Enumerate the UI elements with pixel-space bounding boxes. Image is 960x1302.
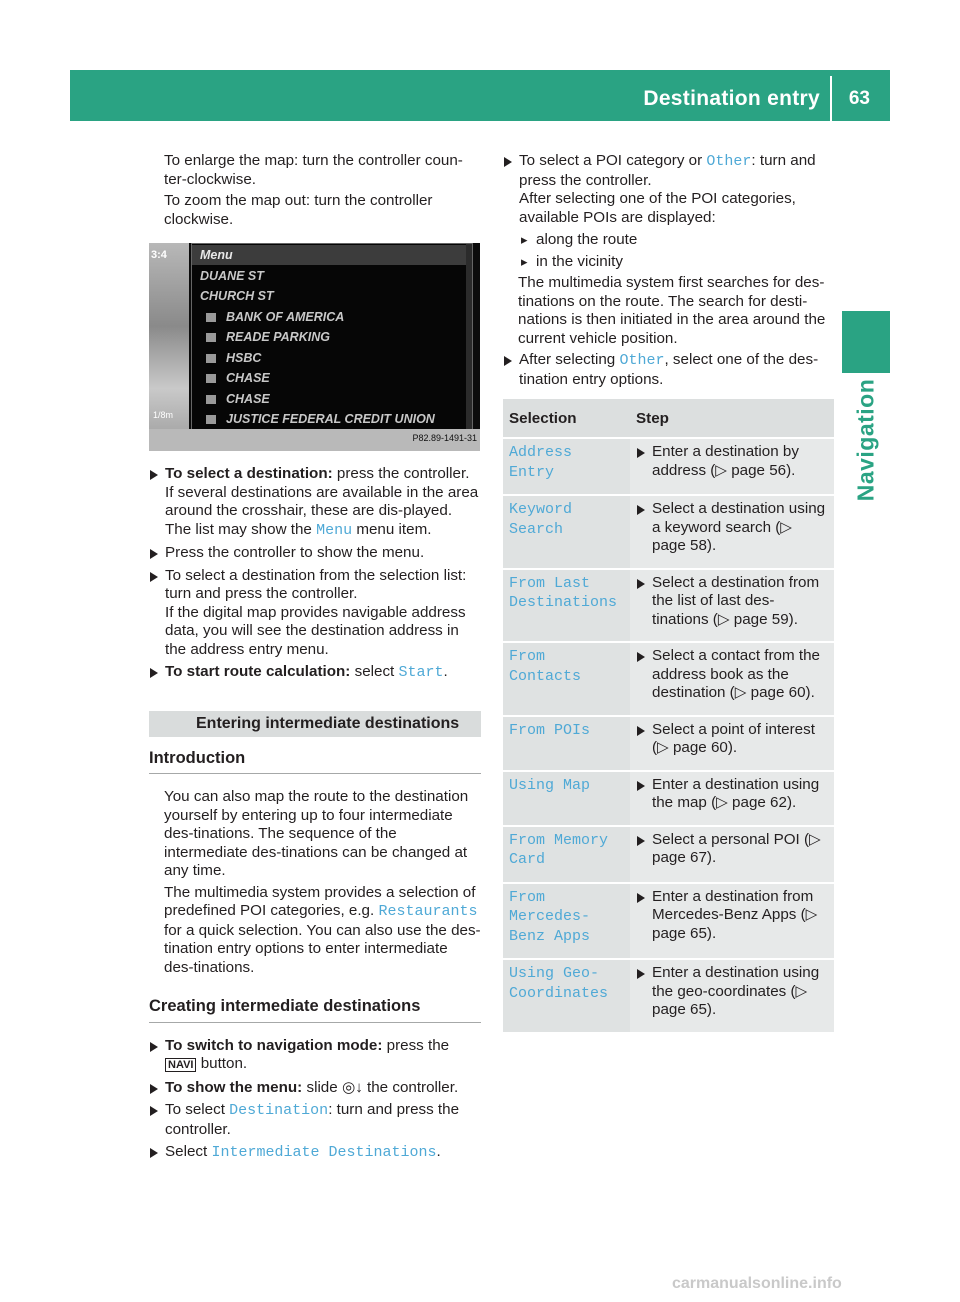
- step-cell: [630, 884, 834, 961]
- menu-scrollbar: [466, 244, 472, 430]
- poi-icon: [206, 354, 216, 363]
- menu-item-label: CHASE: [226, 391, 270, 406]
- other-label: Other: [706, 153, 752, 170]
- menu-item-label: HSBC: [226, 350, 262, 365]
- step-text: To select a destination from the selection list: turn and press the controller.: [165, 566, 467, 602]
- step-text: To select: [165, 1101, 230, 1118]
- header-title: Destination entry: [643, 87, 820, 110]
- side-label: Navigation: [852, 378, 879, 502]
- selection-label: From Contacts: [509, 648, 582, 685]
- step-bold: To start route calculation:: [165, 663, 351, 680]
- left-column: [149, 152, 481, 1167]
- screen-bottom-bar: [149, 429, 480, 451]
- detail-text: If several destinations are available in the area around the crosshair, these are dis-played. The list may show the: [165, 483, 479, 538]
- menu-row: [192, 327, 330, 347]
- page-header: [70, 70, 890, 121]
- table-row: [503, 496, 834, 570]
- table-row: [503, 439, 834, 496]
- step-bold: To switch to navigation mode:: [165, 1036, 383, 1054]
- menu-item-label: CHASE: [226, 371, 270, 385]
- selection-cell: [503, 827, 630, 884]
- table-row: [503, 717, 834, 772]
- header-separator: [830, 76, 832, 121]
- paragraph-text: for a quick selection. You can also use the des-tination entry options to enter intermediate des-tinations.: [164, 921, 481, 976]
- intro-text-2: To zoom the map out: turn the controller clockwise.: [164, 192, 433, 228]
- selection-label: From Mercedes-Benz Apps: [509, 888, 591, 945]
- selection-label: From Memory Card: [509, 831, 609, 868]
- step-select-from-list: [149, 567, 481, 660]
- bullet-along-route: ▸ along the route: [503, 231, 833, 250]
- step-start-route: [149, 663, 481, 683]
- table-header-row: [503, 399, 834, 439]
- image-code: P82.89-1491-31: [412, 432, 477, 443]
- step-text: Select a destination from the list of last des-tinations (▷ page 59).: [636, 574, 828, 630]
- step-cell: [630, 643, 834, 717]
- search-info: The multimedia system first searches for des-tinations on the route. The search for desti-nations is then initiated in the area around the current vehicle position.: [518, 274, 826, 347]
- menu-row: [192, 368, 270, 388]
- step-text: Select a personal POI (▷ page 67).: [636, 831, 828, 868]
- intro-paragraph-2: [149, 884, 481, 978]
- detail-text: menu item.: [352, 520, 432, 538]
- zoom-readout: 3:4: [151, 249, 167, 261]
- right-column: [503, 152, 833, 1034]
- restaurants-label: Restaurants: [378, 903, 478, 920]
- step-text: press the controller.: [332, 465, 470, 482]
- intro-text-1: To enlarge the map: turn the controller coun-ter-clockwise.: [164, 152, 463, 188]
- navi-key-icon: NAVI: [165, 1058, 196, 1072]
- poi-icon: [206, 374, 216, 383]
- step-cell: [630, 570, 834, 644]
- selection-label: From Last Destinations: [509, 574, 618, 611]
- step-show-menu: Press the controller to show the menu.: [149, 544, 481, 563]
- bullet-vicinity: ▸ in the vicinity: [503, 253, 833, 272]
- footer-watermark: carmanualsonline.info: [672, 1275, 842, 1292]
- selection-label: Address Entry: [509, 444, 573, 481]
- selection-label: Using Geo-Coordinates: [509, 965, 609, 1002]
- step-intermediate: [149, 1143, 481, 1163]
- step-detail: After selecting one of the POI categories, available POIs are displayed:: [519, 190, 796, 226]
- side-tab: [842, 311, 890, 373]
- step-text: .: [436, 1143, 441, 1160]
- step-cell: [630, 827, 834, 884]
- selection-label: From POIs: [509, 721, 591, 739]
- step-text: button.: [196, 1055, 248, 1072]
- step-text: After selecting: [519, 351, 620, 368]
- menu-panel: [191, 243, 473, 431]
- step-detail: [165, 484, 481, 541]
- step-text: .: [443, 663, 448, 680]
- menu-row: [192, 348, 261, 368]
- intro-heading: Introduction: [149, 749, 481, 775]
- scale-readout: 1/8m: [153, 410, 174, 420]
- step-text: Enter a destination using the map (▷ page 62).: [636, 776, 828, 813]
- selection-cell: [503, 643, 630, 717]
- poi-icon: [206, 395, 216, 404]
- intro-paragraph-1: You can also map the route to the destination yourself by entering up to four intermediate des-tinations. The sequence of the intermediate des-tinations can be changed at any time.: [164, 788, 469, 879]
- selection-cell: [503, 884, 630, 961]
- selection-cell: [503, 439, 630, 496]
- step-text: Select a point of interest (▷ page 60).: [636, 721, 828, 758]
- menu-item-label: Menu: [200, 248, 233, 262]
- step-poi-category: [503, 152, 833, 227]
- menu-row: [192, 286, 274, 306]
- step-text: Select a contact from the address book as the destination (▷ page 60).: [636, 647, 828, 703]
- poi-icon: [206, 313, 216, 322]
- selection-label: Using Map: [509, 776, 591, 794]
- selection-cell: [503, 772, 630, 827]
- step-select-destination-menu: [149, 1101, 481, 1139]
- selection-label: Keyword Search: [509, 501, 573, 538]
- other-label: Other: [619, 352, 665, 369]
- selection-cell: [503, 960, 630, 1034]
- menu-item-label: READE PARKING: [226, 330, 330, 344]
- step-text: , select one of the des-tination entry options.: [519, 351, 819, 388]
- step-bold: To show the menu:: [165, 1078, 303, 1096]
- step-cell: [630, 960, 834, 1034]
- menu-label: Menu: [316, 521, 353, 539]
- table-row: [503, 772, 834, 827]
- step-show-menu-slide: [149, 1079, 481, 1098]
- step-detail: If the digital map provides navigable address data, you will see the destination address in the address entry menu.: [165, 603, 466, 658]
- header-selection: Selection: [503, 399, 630, 439]
- step-text: press the: [382, 1036, 450, 1054]
- menu-row: [192, 307, 344, 327]
- step-text: Enter a destination from Mercedes-Benz Apps (▷ page 65).: [636, 888, 828, 944]
- step-select-destination: [149, 465, 481, 540]
- step-text: : turn and press the controller.: [165, 1101, 460, 1138]
- menu-item-label: JUSTICE FEDERAL CREDIT UNION: [226, 412, 435, 426]
- menu-row: [192, 245, 470, 265]
- intermediate-label: Intermediate Destinations: [211, 1144, 437, 1161]
- poi-icon: [206, 415, 216, 424]
- section-title: Entering intermediate destinations: [149, 711, 481, 737]
- step-text: Enter a destination using the geo-coordinates (▷ page 65).: [636, 964, 828, 1020]
- menu-row: [192, 389, 270, 409]
- step-text: the controller.: [362, 1078, 459, 1096]
- step-text: : turn and press the controller.: [519, 152, 816, 189]
- poi-icon: [206, 333, 216, 342]
- table-row: [503, 827, 834, 884]
- selection-table: [503, 399, 834, 1034]
- menu-item-label: BANK OF AMERICA: [226, 309, 345, 324]
- step-text: Enter a destination by address (▷ page 56).: [636, 443, 828, 480]
- creating-heading: Creating intermediate destinations: [149, 997, 481, 1023]
- selection-cell: [503, 496, 630, 570]
- destination-label: Destination: [229, 1102, 329, 1119]
- table-row: [503, 570, 834, 644]
- header-step: Step: [630, 399, 834, 439]
- step-text: Select: [165, 1143, 212, 1160]
- table-row: [503, 960, 834, 1034]
- controller-slide-icon: ◎↓: [341, 1078, 363, 1096]
- step-text: slide: [302, 1078, 342, 1096]
- paragraph-text: The multimedia system provides a selection of predefined POI categories, e.g.: [164, 883, 476, 919]
- step-text: select: [350, 663, 399, 680]
- step-cell: [630, 717, 834, 772]
- menu-row: [192, 409, 435, 429]
- map-strip: [149, 243, 189, 451]
- selection-cell: [503, 717, 630, 772]
- table-row: [503, 643, 834, 717]
- menu-item-label: CHURCH ST: [200, 289, 274, 303]
- start-label: Start: [398, 664, 444, 681]
- menu-row: [192, 266, 264, 286]
- step-text: To select a POI category or: [519, 152, 707, 169]
- page-number: 63: [848, 88, 870, 109]
- step-cell: [630, 496, 834, 570]
- step-after-other: [503, 351, 833, 389]
- selection-cell: [503, 570, 630, 644]
- step-navi-mode: [149, 1037, 481, 1075]
- table-row: [503, 884, 834, 961]
- screen-image: [149, 243, 480, 451]
- step-bold: To select a destination:: [165, 465, 333, 482]
- step-cell: [630, 439, 834, 496]
- step-text: Select a destination using a keyword search (▷ page 58).: [636, 500, 828, 556]
- step-cell: [630, 772, 834, 827]
- menu-item-label: DUANE ST: [200, 268, 264, 283]
